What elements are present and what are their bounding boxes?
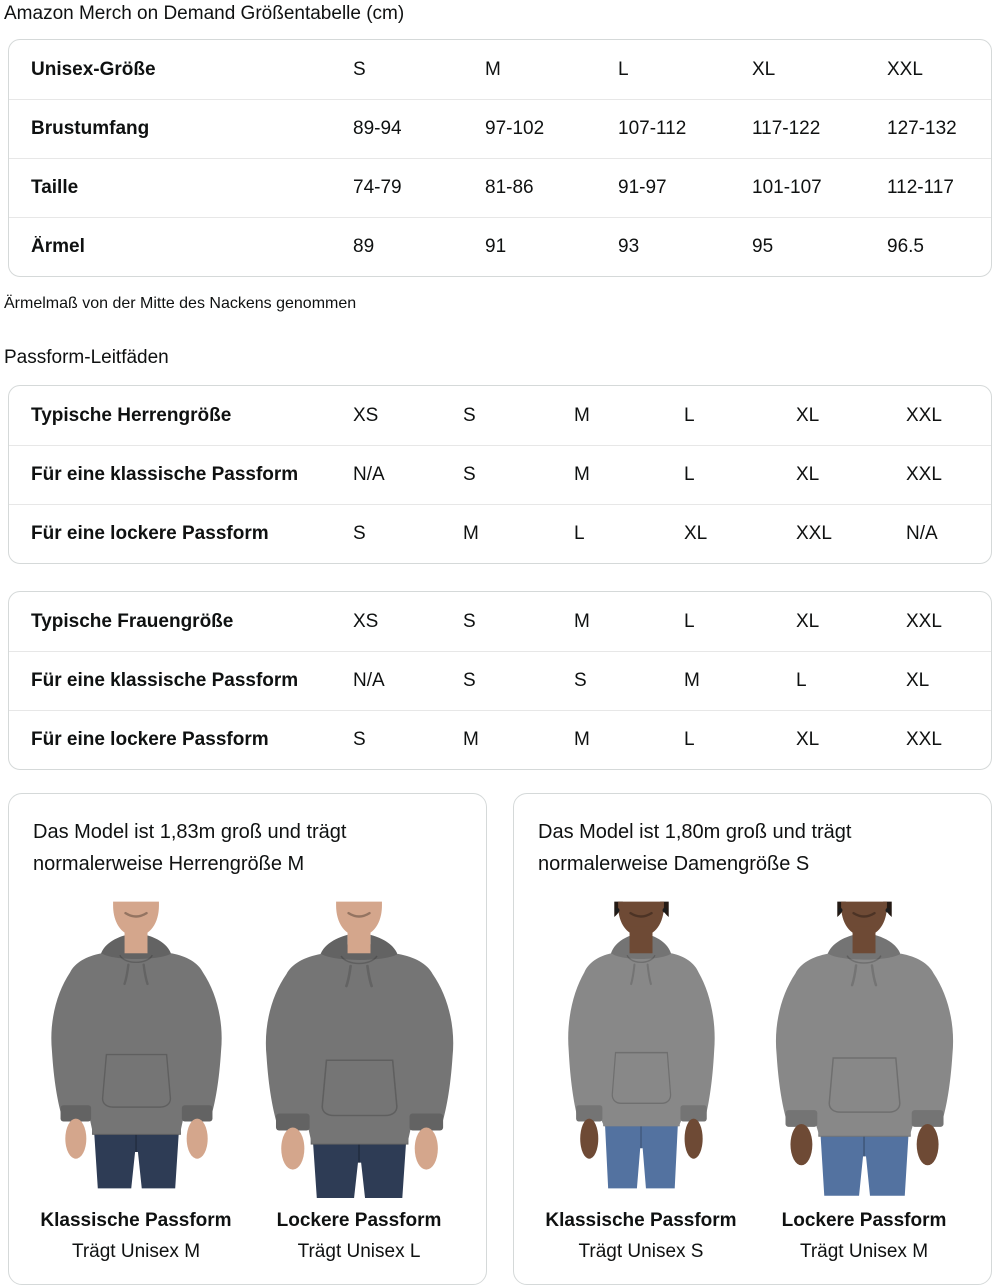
- size-value: L: [574, 523, 585, 544]
- size-value: S: [463, 670, 476, 691]
- row-label: Für eine lockere Passform: [31, 523, 269, 544]
- model-description: Das Model ist 1,83m groß und trägt normalerweise Herrengröße M: [33, 821, 347, 875]
- size-value: XL: [796, 610, 820, 632]
- figure-caption-subtitle: Trägt Unisex M: [71, 1241, 201, 1262]
- measurement-value: 101-107: [752, 177, 822, 198]
- figure-caption-title: Lockere Passform: [276, 1210, 442, 1231]
- measurement-value: 74-79: [353, 177, 402, 198]
- size-value: S: [353, 729, 366, 750]
- size-value: XL: [906, 670, 930, 691]
- fit-guides-heading: Passform-Leitfäden: [4, 347, 169, 368]
- size-value: XL: [684, 523, 708, 544]
- size-value: M: [574, 464, 590, 485]
- size-value: XXL: [906, 404, 942, 426]
- size-header: XXL: [887, 58, 923, 80]
- size-value: N/A: [906, 523, 938, 544]
- womens-fit-table: [8, 591, 992, 770]
- sleeve-footnote: Ärmelmaß von der Mitte des Nackens genommen: [4, 295, 357, 312]
- male-model-loose-fit-photo: [252, 892, 467, 1198]
- size-value: S: [463, 404, 476, 426]
- male-model-classic-fit-photo: [29, 892, 244, 1198]
- size-value: L: [684, 610, 695, 632]
- row-label: Für eine klassische Passform: [31, 464, 299, 485]
- size-value: XS: [353, 404, 379, 426]
- row-label: Brustumfang: [31, 118, 150, 139]
- model-figure-loose: [757, 892, 972, 1263]
- size-value: XL: [796, 729, 820, 750]
- figure-caption-title: Klassische Passform: [40, 1210, 232, 1231]
- mens-model-card: [8, 793, 487, 1285]
- size-value: XXL: [906, 610, 942, 632]
- measurement-value: 93: [618, 236, 640, 257]
- female-model-loose-fit-photo: [757, 892, 972, 1198]
- size-value: XS: [353, 610, 379, 632]
- table-row: [9, 386, 991, 445]
- unisex-size-table: [8, 39, 992, 277]
- measurement-value: 91: [485, 236, 507, 257]
- size-value: L: [796, 670, 807, 691]
- measurement-value: 81-86: [485, 177, 534, 198]
- size-value: L: [684, 404, 695, 426]
- size-value: M: [574, 404, 590, 426]
- size-header: S: [353, 58, 366, 80]
- model-figures: [27, 892, 468, 1263]
- row-label: Taille: [31, 177, 79, 198]
- measurement-value: 97-102: [485, 118, 545, 139]
- size-value: XL: [796, 404, 820, 426]
- figure-caption-title: Klassische Passform: [545, 1210, 737, 1231]
- figure-caption-subtitle: Trägt Unisex S: [578, 1241, 704, 1262]
- page-title: Amazon Merch on Demand Größentabelle (cm): [4, 3, 405, 24]
- table-row: [9, 710, 991, 769]
- table-row: [9, 651, 991, 710]
- size-value: XL: [796, 464, 820, 485]
- measurement-value: 89: [353, 236, 375, 257]
- size-value: L: [684, 464, 695, 485]
- measurement-value: 95: [752, 236, 774, 257]
- row-label: Typische Herrengröße: [31, 404, 232, 426]
- size-header: M: [485, 58, 501, 80]
- model-figures: [532, 892, 973, 1263]
- size-value: XXL: [906, 729, 942, 750]
- table-row-chest: [9, 99, 991, 158]
- size-value: S: [353, 523, 366, 544]
- model-figure-classic: [29, 892, 244, 1263]
- size-value: N/A: [353, 464, 385, 485]
- size-value: XXL: [796, 523, 832, 544]
- table-row: [9, 504, 991, 563]
- size-value: M: [684, 670, 700, 691]
- mens-fit-table: [8, 385, 992, 564]
- measurement-value: 107-112: [618, 118, 687, 139]
- size-value: M: [463, 729, 479, 750]
- row-label: Für eine lockere Passform: [31, 729, 269, 750]
- size-header: L: [618, 58, 629, 80]
- row-label: Typische Frauengröße: [31, 610, 234, 632]
- model-cards: [8, 793, 992, 1285]
- measurement-value: 127-132: [887, 118, 957, 139]
- womens-model-card: [513, 793, 992, 1285]
- size-value: M: [574, 610, 590, 632]
- size-value: M: [574, 729, 590, 750]
- size-value: M: [463, 523, 479, 544]
- table-header-row: [9, 40, 991, 99]
- measurement-value: 112-117: [887, 177, 954, 198]
- size-header: XL: [752, 58, 776, 80]
- table-row: [9, 445, 991, 504]
- model-description: Das Model ist 1,80m groß und trägt normalerweise Damengröße S: [538, 821, 852, 875]
- size-value: S: [463, 610, 476, 632]
- measurement-value: 89-94: [353, 118, 402, 139]
- size-value: S: [463, 464, 476, 485]
- size-value: N/A: [353, 670, 385, 691]
- row-label: Ärmel: [31, 236, 85, 257]
- header-label: Unisex-Größe: [31, 58, 156, 80]
- figure-caption-title: Lockere Passform: [781, 1210, 947, 1231]
- measurement-value: 91-97: [618, 177, 667, 198]
- size-value: S: [574, 670, 587, 691]
- model-figure-classic: [534, 892, 749, 1263]
- figure-caption-subtitle: Trägt Unisex M: [799, 1241, 929, 1262]
- measurement-value: 96.5: [887, 236, 924, 257]
- table-row-sleeve: [9, 217, 991, 276]
- female-model-classic-fit-photo: [534, 892, 749, 1198]
- size-value: L: [684, 729, 695, 750]
- row-label: Für eine klassische Passform: [31, 670, 299, 691]
- size-value: XXL: [906, 464, 942, 485]
- model-figure-loose: [252, 892, 467, 1263]
- measurement-value: 117-122: [752, 118, 821, 139]
- table-row: [9, 592, 991, 651]
- figure-caption-subtitle: Trägt Unisex L: [297, 1241, 421, 1262]
- table-row-waist: [9, 158, 991, 217]
